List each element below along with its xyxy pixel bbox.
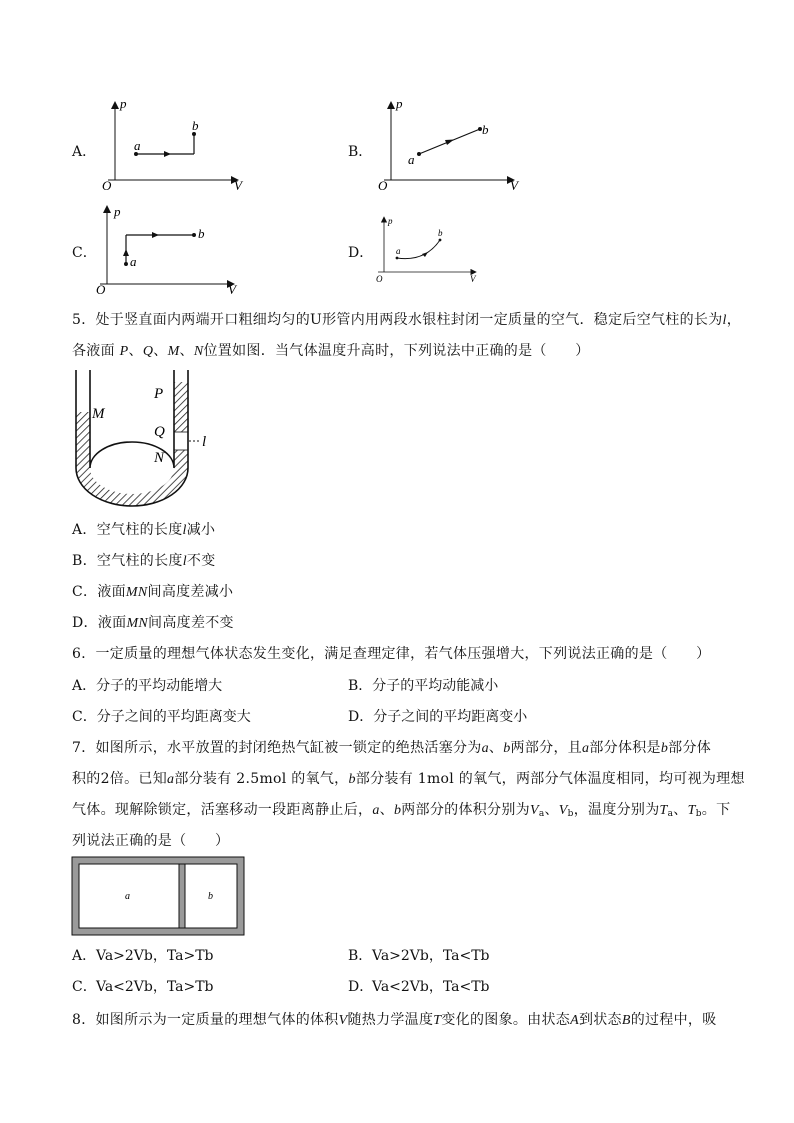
q7-text-2b: 部分装有 2.5mol 的氧气，	[174, 771, 349, 787]
q5-option-c-post: 间高度差减小	[147, 584, 234, 600]
q7-text-2a: 积的2倍。已知	[72, 771, 168, 787]
q5-var-n: N	[193, 344, 204, 359]
point-a	[417, 152, 421, 156]
q5-stem-text1: 5．处于竖直面内两端开口粗细均匀的U形管内用两段水银柱封闭一定质量的空气．稳定后空气柱的长为	[72, 312, 723, 328]
q6-option-a-text: 分子的平均动能增大	[96, 678, 223, 694]
arrow-head-up	[123, 249, 129, 256]
a-label: a	[408, 152, 415, 167]
q6-option-c	[72, 707, 251, 727]
q5-option-d-pre: 液面	[97, 615, 127, 631]
q7-sub-Ta: a	[667, 809, 674, 819]
q8-stem	[72, 1010, 717, 1031]
q6-option-a	[72, 676, 222, 696]
q7-cylinder-figure	[71, 856, 245, 936]
a-label: a	[130, 254, 137, 269]
a-label: a	[396, 246, 401, 256]
q7-sub-Tb: b	[695, 809, 702, 819]
origin-label: O	[102, 178, 112, 193]
b-label: b	[482, 122, 489, 137]
piston	[179, 864, 185, 928]
q6-option-c-text: 分子之间的平均距离变大	[96, 709, 251, 725]
q7-var-b2: b	[660, 741, 669, 756]
q6-option-d-label: D．	[348, 709, 374, 725]
q7-option-a-text: Va>2Vb，Ta>Tb	[96, 948, 214, 964]
q4-option-c-label: C．	[72, 245, 97, 261]
q5-option-a-post: 减小	[186, 522, 216, 538]
p-label: p	[114, 204, 121, 219]
label-b: b	[208, 891, 213, 902]
q7-text-4: 列说法正确的是（ ）	[72, 833, 230, 849]
v-label: V	[470, 274, 476, 284]
q6-option-a-label: A．	[72, 678, 97, 694]
q7-sep-1: 、	[488, 740, 504, 756]
v-label: V	[510, 178, 518, 193]
q7-text-1d: 部分体	[668, 740, 712, 756]
q7-text-3c: ，温度分别为	[573, 802, 660, 818]
q7-var-Tb: T	[687, 803, 696, 818]
q7-text-3a: 气体。现解除锁定，活塞移动一段距离静止后，	[72, 802, 373, 818]
q4-option-a-label: A．	[72, 144, 97, 160]
q4-graph-d	[370, 212, 490, 290]
q7-option-a: A．	[72, 948, 97, 964]
p-label: p	[120, 96, 127, 111]
air-column	[174, 432, 188, 450]
q5-option-d-post: 间高度差不变	[148, 615, 234, 631]
q8-text-c: 变化的图象。由状态	[441, 1012, 571, 1028]
q7-var-Va: V	[529, 803, 539, 818]
q6-option-b-label: B．	[348, 678, 373, 694]
q8-var-a: A	[570, 1013, 579, 1028]
q7-var-Vb: V	[558, 803, 568, 818]
q6-option-c-label: C．	[72, 709, 97, 725]
label-n: N	[154, 450, 165, 466]
q4-graph-b	[374, 96, 534, 196]
q5-option-c	[72, 582, 233, 603]
arrow-head	[422, 252, 428, 257]
q5-option-c-label: C．	[72, 584, 98, 600]
q5-option-d	[72, 613, 234, 634]
q6-stem: 6．一定质量的理想气体状态发生变化，满足查理定律，若气体压强增大，下列说法正确的是（ ）	[72, 646, 711, 662]
q8-var-t: T	[433, 1013, 442, 1028]
q8-var-b: B	[621, 1013, 631, 1028]
q5-stem-text2a: 各液面	[72, 343, 115, 359]
p-label: p	[388, 216, 393, 226]
b-label: b	[192, 118, 199, 133]
origin-label: O	[96, 282, 106, 297]
q5-var-l: l	[722, 313, 727, 328]
q7-text-1b: 两部分，且	[510, 740, 583, 756]
q6-option-b	[348, 676, 498, 696]
q6-option-b-text: 分子的平均动能减小	[372, 678, 499, 694]
q5-option-b-var: l	[182, 554, 187, 569]
q7-text-1c: 部分体积是	[589, 740, 661, 756]
q7-text-3d: 。下	[701, 802, 731, 818]
q7-text-3b: 两部分的体积分别为	[401, 802, 530, 818]
q7-option-c: C．	[72, 979, 97, 995]
q7-option-b-text: Va>2Vb，Ta<Tb	[372, 948, 490, 964]
q7-var-a4: a	[372, 803, 380, 818]
q5-option-d-label: D．	[72, 615, 98, 631]
q8-text-a: 8．如图所示为一定质量的理想气体的体积	[72, 1012, 339, 1028]
q7-sub-Vb: b	[567, 809, 574, 819]
point-a	[396, 257, 399, 260]
b-label: b	[198, 226, 205, 241]
q7-option-b: B．	[348, 948, 373, 964]
q5-option-b-label: B．	[72, 553, 97, 569]
q8-text-d: 到状态	[578, 1012, 622, 1028]
q6-option-d-text: 分子之间的平均距离变小	[373, 709, 528, 725]
q5-stem-end: ，	[726, 312, 742, 328]
q5-option-b	[72, 551, 216, 572]
origin-label: O	[376, 274, 383, 284]
arrow-head-right	[152, 232, 159, 238]
q5-option-a	[72, 520, 215, 541]
path-curve	[397, 240, 440, 259]
q5-option-a-var: l	[182, 523, 187, 538]
q8-var-v: V	[338, 1013, 348, 1028]
q5-var-m: M	[167, 344, 180, 359]
p-label: p	[396, 96, 403, 111]
arrow-head	[164, 151, 171, 157]
q5-var-p: P	[119, 344, 129, 359]
q4-graph-c	[94, 200, 254, 300]
q5-var-q: Q	[142, 344, 154, 359]
q7-option-d-text: Va<2Vb，Ta<Tb	[372, 979, 490, 995]
q7-text-2c: 部分装有 1mol 的氧气，两部分气体温度相同，均可视为理想	[355, 771, 745, 787]
q5-option-c-var: MN	[125, 585, 148, 600]
q7-var-b3: b	[348, 772, 356, 787]
q7-option-c-text: Va<2Vb，Ta>Tb	[96, 979, 214, 995]
cylinder-cavity	[79, 864, 237, 928]
q7-sep-4: 、	[544, 802, 559, 818]
q8-text-b: 随热力学温度	[347, 1012, 434, 1028]
label-l: l	[202, 434, 207, 450]
q5-option-d-var: MN	[126, 616, 149, 631]
arrow-head	[445, 140, 454, 146]
q5-option-b-post: 不变	[186, 553, 216, 569]
origin-label: O	[378, 178, 388, 193]
q5-option-b-pre: 空气柱的长度	[96, 553, 183, 569]
q7-option-d: D．	[348, 979, 374, 995]
q7-sub-Va: a	[538, 809, 545, 819]
q6-option-d	[348, 707, 527, 727]
q4-option-b-label: B．	[348, 144, 373, 160]
a-label: a	[134, 138, 141, 153]
label-p: P	[154, 386, 164, 402]
label-q: Q	[154, 424, 165, 440]
q7-var-a3: a	[167, 772, 175, 787]
label-a: a	[125, 891, 130, 902]
point-b	[192, 233, 196, 237]
point-a	[124, 262, 128, 266]
q4-option-d-label: D．	[348, 245, 374, 261]
q7-sep-5: 、	[673, 802, 688, 818]
q7-var-Ta: T	[659, 803, 668, 818]
mercury-column-top	[174, 382, 188, 432]
q7-var-a2: a	[582, 741, 590, 756]
q8-text-e: 的过程中，吸	[630, 1012, 717, 1028]
q7-text-1a: 7．如图所示，水平放置的封闭绝热气缸被一锁定的绝热活塞分为	[72, 740, 482, 756]
label-m: M	[92, 406, 105, 422]
q5-option-a-pre: 空气柱的长度	[96, 522, 183, 538]
q5-option-c-pre: 液面	[97, 584, 126, 600]
v-label: V	[228, 282, 236, 297]
q7-var-b1: b	[503, 741, 511, 756]
q7-var-b4: b	[393, 803, 402, 818]
q7-sep-3: 、	[379, 802, 394, 818]
q4-graph-a	[98, 96, 258, 196]
q5-u-tube-figure	[68, 368, 218, 516]
point-b	[439, 239, 442, 242]
q5-stem-text2b: 位置如图．当气体温度升高时，下列说法中正确的是（ ）	[203, 343, 590, 359]
q5-option-a-label: A．	[72, 522, 97, 538]
v-label: V	[234, 178, 242, 193]
b-label: b	[438, 228, 443, 238]
q7-var-a1: a	[481, 741, 489, 756]
